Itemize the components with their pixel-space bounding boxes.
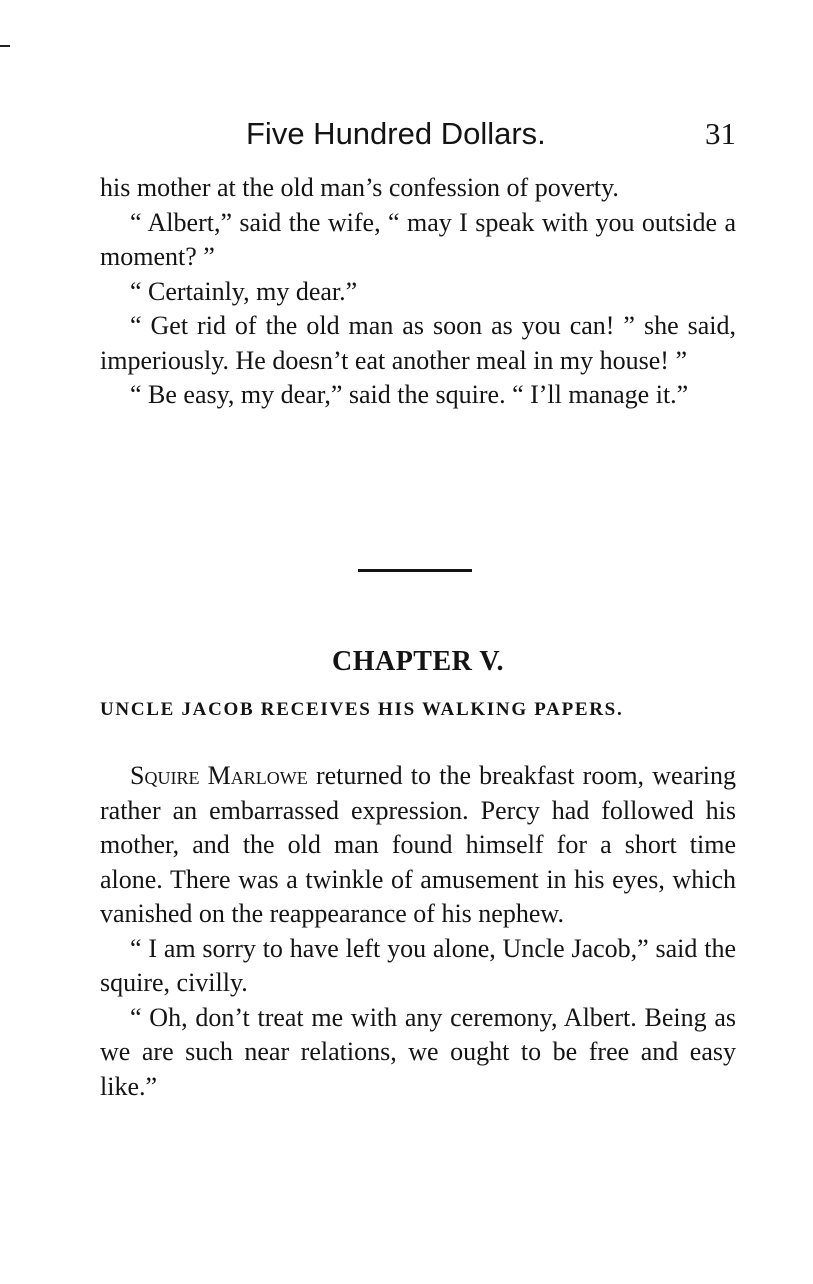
- chapter-iv-ending: [100, 171, 736, 413]
- paragraph: “ Albert,” said the wife, “ may I speak with you outside a moment? ”: [100, 207, 736, 271]
- paragraph: “ I am sorry to have left you alone, Uncle Jacob,” said the squire, civilly.: [100, 933, 736, 997]
- paragraph: his mother at the old man’s confession of poverty.: [100, 173, 619, 202]
- section-divider-rule: [358, 569, 472, 572]
- page-number: 31: [705, 116, 736, 151]
- chapter-subtitle: UNCLE JACOB RECEIVES HIS WALKING PAPERS.: [100, 699, 624, 720]
- running-head: [100, 114, 736, 154]
- running-title: Five Hundred Dollars.: [246, 116, 546, 151]
- paragraph: “ Certainly, my dear.”: [130, 276, 358, 306]
- scan-edge-mark: [0, 45, 10, 47]
- paragraph: “ Be easy, my dear,” said the squire. “ I’ll manage it.”: [130, 380, 689, 409]
- chapter-heading: CHAPTER V.: [331, 646, 504, 678]
- smallcaps-lead: Squire Marlowe: [130, 761, 308, 790]
- opening-text: returned to the breakfast room, wearing rather an embarrassed expression. Percy had followed his mother, and the old man found himself for a short time alone. There was a twinkle of amusement in his eyes, which vanished on the reappearance of his nephew.: [100, 761, 736, 928]
- chapter-opening-paragraph: [100, 759, 736, 932]
- paragraph: “ Get rid of the old man as soon as you can! ” she said, imperiously. He doesn’t eat another meal in my house! ”: [100, 311, 736, 375]
- chapter-v-body: [100, 759, 736, 1104]
- paragraph: “ Oh, don’t treat me with any ceremony, Albert. Being as we are such near relations, we ought to be free and easy like.”: [100, 1002, 736, 1101]
